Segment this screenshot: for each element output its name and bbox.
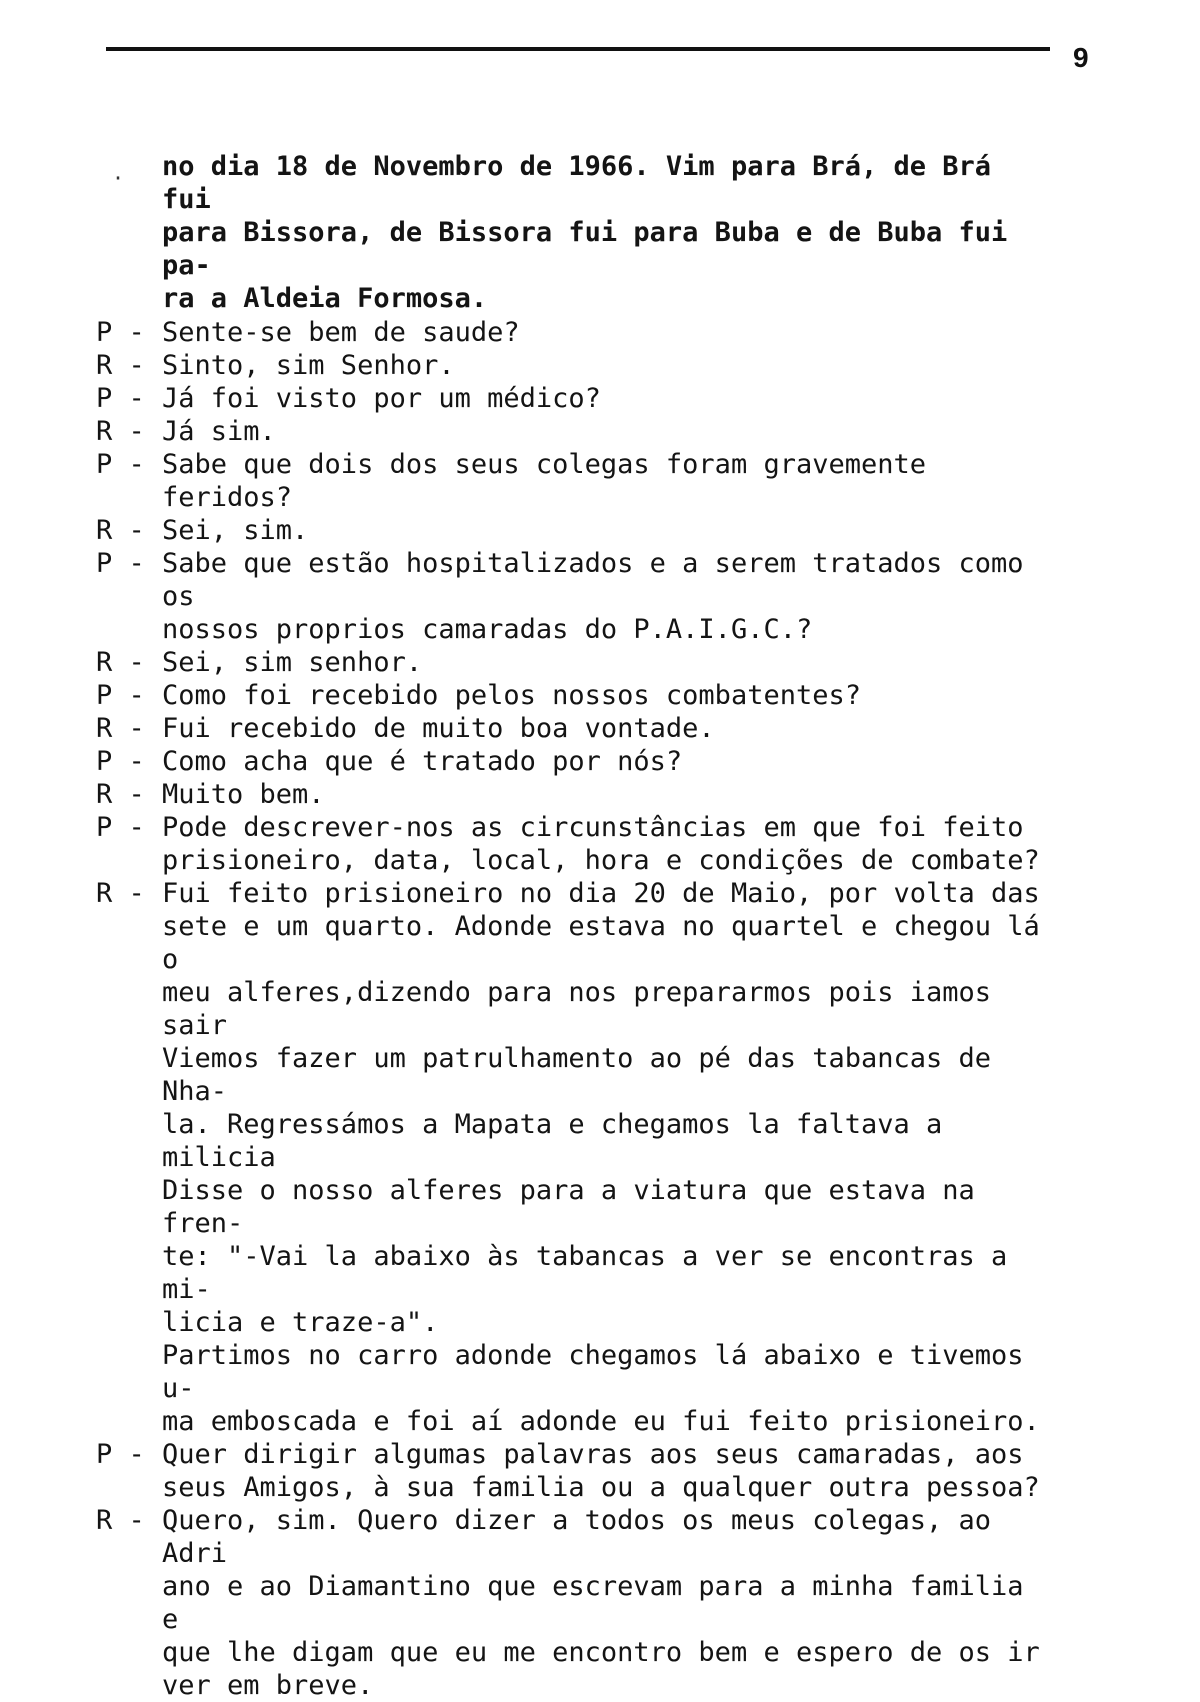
transcript-entry — [96, 811, 1056, 877]
entry-text: Sinto, sim Senhor. — [162, 350, 455, 381]
transcript-entry — [96, 316, 1056, 349]
transcript-entry — [96, 514, 1056, 547]
entry-text: Sente-se bem de saude? — [162, 317, 520, 348]
speaker-label: R - — [96, 515, 145, 546]
entry-text: Fui feito prisioneiro no dia 20 de Maio, por volta das sete e um quarto. Adonde estava no quartel e chegou lá o meu alferes,dizendo para nos prepararmos pois iamos sair Viemos fazer um patrulhamento ao pé das tabancas de Nha- la. Regressámos a Mapata e chegamos la faltava a milicia Disse o nosso alferes para a viatura que estava na fren- te: "-Vai la abaixo às tabancas a ver se encontras a mi- licia e traze-a". Partimos no carro adonde chegamos lá abaixo e tivemos u- ma emboscada e foi aí adonde eu fui feito prisioneiro. — [162, 878, 1040, 1437]
speaker-label: P - — [96, 812, 145, 843]
entry-text: Quer dirigir algumas palavras aos seus camaradas, aos seus Amigos, à sua familia ou a qualquer outra pessoa? — [162, 1439, 1040, 1503]
speaker-label: P - — [96, 746, 145, 777]
speaker-label: P - — [96, 1439, 145, 1470]
speaker-label: R - — [96, 350, 145, 381]
transcript-entry — [96, 448, 1056, 514]
entry-text: Como acha que é tratado por nós? — [162, 746, 683, 777]
entry-text: Quero, sim. Quero dizer a todos os meus colegas, ao Adri ano e ao Diamantino que escrevam para a minha familia e que lhe digam que eu me encontro bem e espero de os ir ver em breve. — [162, 1505, 1040, 1701]
entry-text: Como foi recebido pelos nossos combatentes? — [162, 680, 861, 711]
header-rule — [106, 47, 1050, 51]
transcript-entry — [96, 415, 1056, 448]
entry-text: Pode descrever-nos as circunstâncias em que foi feito prisioneiro, data, local, hora e condições de combate? — [162, 812, 1040, 876]
speaker-label: R - — [96, 416, 145, 447]
entry-text: Já sim. — [162, 416, 276, 447]
speaker-label: R - — [96, 713, 145, 744]
speaker-label: P - — [96, 548, 145, 579]
transcript-entry — [96, 547, 1056, 646]
page-number: 9 — [1073, 42, 1089, 73]
interview-transcript — [96, 150, 1056, 1702]
entry-text: Muito bem. — [162, 779, 325, 810]
entry-text: Sabe que estão hospitalizados e a serem tratados como os nossos proprios camaradas do P.A.I.G.C.? — [162, 548, 1024, 645]
transcript-entry — [96, 1438, 1056, 1504]
transcript-entry — [96, 646, 1056, 679]
entry-text: Sabe que dois dos seus colegas foram gravemente feridos? — [162, 449, 927, 513]
entry-text: Sei, sim. — [162, 515, 309, 546]
entry-text: no dia 18 de Novembro de 1966. Vim para Brá, de Brá fui para Bissora, de Bissora fui para Buba e de Buba fui pa- ra a Aldeia Formosa. — [162, 151, 1008, 314]
speaker-label: P - — [96, 449, 145, 480]
transcript-entry — [96, 712, 1056, 745]
transcript-entry — [96, 150, 1056, 315]
speaker-label: P - — [96, 317, 145, 348]
speaker-label: R - — [96, 1505, 145, 1536]
transcript-entry — [96, 778, 1056, 811]
entry-text: Já foi visto por um médico? — [162, 383, 601, 414]
transcript-entry — [96, 679, 1056, 712]
speaker-label: P - — [96, 680, 145, 711]
transcript-entry — [96, 877, 1056, 1438]
margin-dot: · — [112, 166, 125, 190]
transcript-entry — [96, 745, 1056, 778]
speaker-label: R - — [96, 779, 145, 810]
transcript-entry — [96, 1504, 1056, 1702]
speaker-label: R - — [96, 647, 145, 678]
transcript-entry — [96, 349, 1056, 382]
entry-text: Sei, sim senhor. — [162, 647, 423, 678]
speaker-label: P - — [96, 383, 145, 414]
speaker-label: R - — [96, 878, 145, 909]
entry-text: Fui recebido de muito boa vontade. — [162, 713, 715, 744]
transcript-entry — [96, 382, 1056, 415]
